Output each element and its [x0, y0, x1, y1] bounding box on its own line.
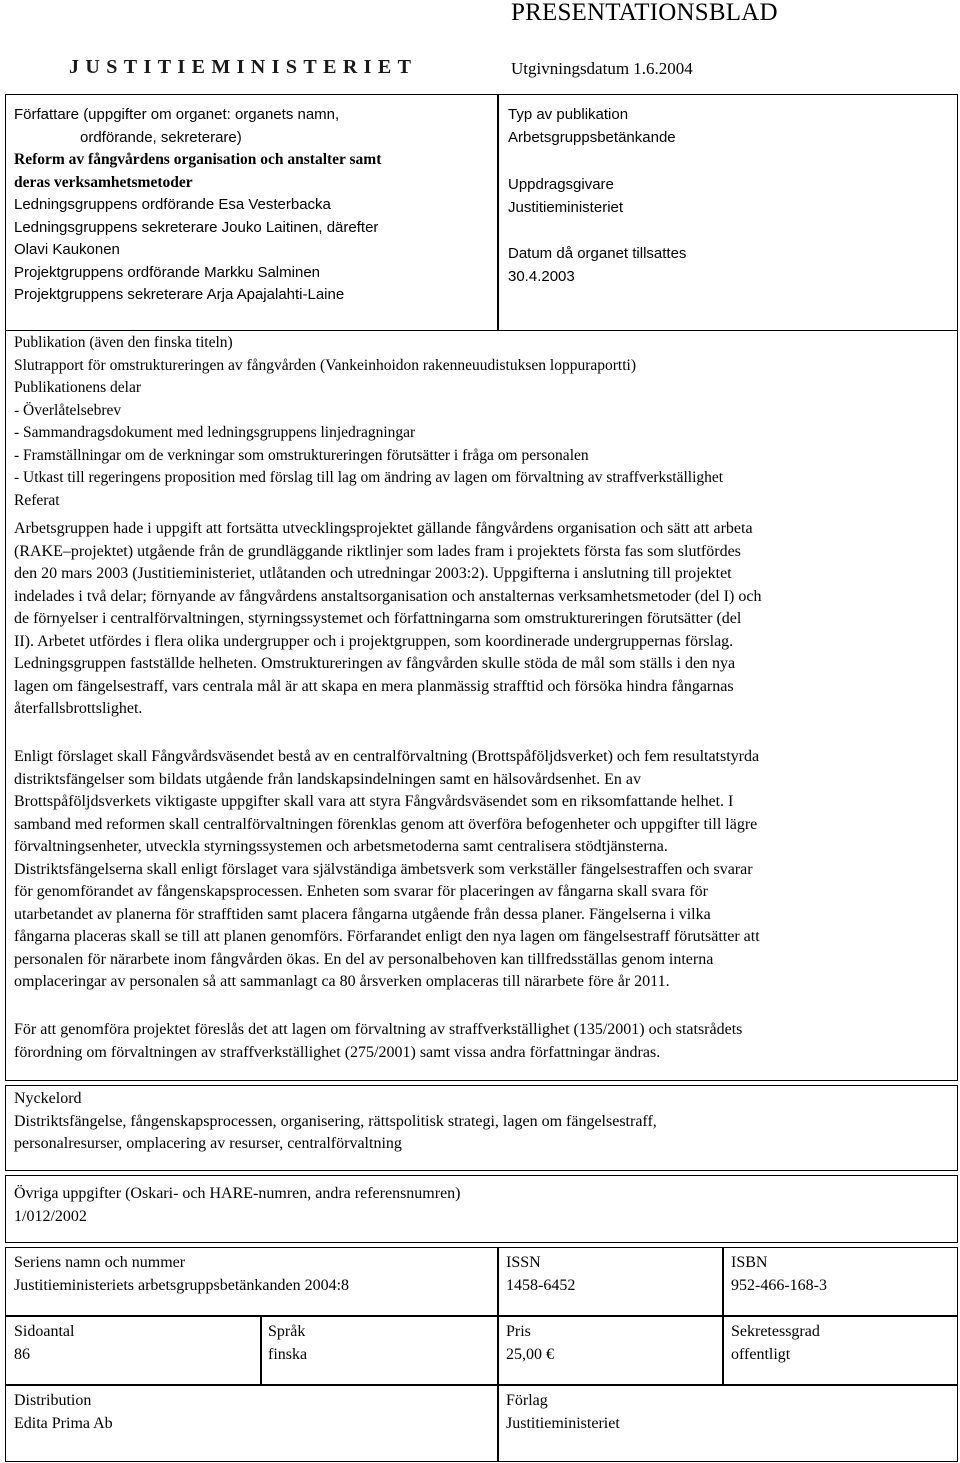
series-value: Justitieministeriets arbetsgruppsbetänkanden 2004:8: [14, 1276, 350, 1294]
commissioner-value: Justitieministeriet: [508, 198, 624, 216]
commissioner-cell: [508, 174, 623, 219]
grid-row-divider: [5, 1315, 958, 1317]
pages-value: 86: [14, 1345, 30, 1363]
issn-label: ISSN: [506, 1254, 541, 1271]
abstract-line: de förnyelser i centralförvaltningen, styrningssystemet och författningarna som omstruktureringen förutsätter (del: [14, 610, 742, 627]
abstract-line: För att genomföra projektet föreslås det att lagen om förvaltning av straffverkställighet (135/2001) och statsrådets: [14, 1021, 743, 1038]
publisher-value: Justitieministeriet: [506, 1414, 620, 1432]
authors-cell: [14, 104, 381, 307]
isbn-value: 952-466-168-3: [731, 1276, 827, 1294]
abstract-line: Brottspåföljdsverkets viktigaste uppgifter skall vara att styra Fångvårdsväsendet som en riksomfattande helhet. I: [14, 793, 734, 810]
grid-row-divider: [5, 1384, 958, 1386]
publication-label: Publikation (även den finska titeln): [14, 334, 233, 351]
publication-part: - Överlåtelsebrev: [14, 401, 122, 419]
publication-part: - Framställningar om de verkningar som omstruktureringen förutsätter i fråga om personalen: [14, 446, 589, 464]
language-label: Språk: [268, 1323, 306, 1340]
publication-title: Slutrapport för omstruktureringen av fångvården (Vankeinhoidon rakenneuudistuksen loppuraportti): [14, 356, 636, 374]
abstract-line: (RAKE–projektet) utgående från de grundläggande riktlinjer som lades fram i projektets första fas som slutfördes: [14, 542, 741, 560]
other-info-section: [14, 1183, 461, 1228]
keywords-section: [14, 1088, 657, 1156]
abstract-line: lagen om fängelsestraff, vars centrala mål är att skapa en mera planmässig strafftid och försöka hindra fångarnas: [14, 677, 734, 695]
abstract-line: II). Arbetet utfördes i flera olika undergrupper och i projektgruppen, som koordinerade undergruppernas förslag.: [14, 632, 734, 650]
keywords-label: Nyckelord: [14, 1090, 82, 1107]
abstract-line: förordning om förvaltningen av straffverkställighet (275/2001) samt vissa andra författningar ändras.: [14, 1043, 661, 1061]
appointed-value: 30.4.2003: [508, 267, 575, 285]
abstract-line: samband med reformen skall centralförvaltningen förenklas genom att överföra befogenheter och uppgifter till lägre: [14, 815, 758, 833]
abstract-line: omplaceringar av personalen så att sammanlagt ca 80 årsverken omplaceras till närarbete före år 2011.: [14, 973, 670, 990]
abstract-line: förvaltningsenheter, utveckla styrningssystemen och arbetsmetoderna samt centralisera stödtjänsterna.: [14, 838, 668, 855]
authors-label: Författare (uppgifter om organet: organets namn,: [14, 106, 340, 123]
author-line: Ledningsgruppens ordförande Esa Vesterbacka: [14, 196, 331, 213]
abstract-line: distriktsfängelser som bildats utgående från landskapsindelningen samt en hälsovårdsenhet. En av: [14, 770, 641, 788]
price-label: Pris: [506, 1323, 531, 1340]
publisher-label: Förlag: [506, 1392, 548, 1409]
distribution-cell: [14, 1390, 113, 1435]
keywords-line: personalresurser, omplacering av resurser, centralförvaltning: [14, 1135, 402, 1152]
abstract-line: återfallsbrottslighet.: [14, 700, 143, 717]
abstract-paragraph-3: [14, 1019, 742, 1064]
commissioner-label: Uppdragsgivare: [508, 176, 614, 193]
isbn-cell: [731, 1252, 827, 1297]
abstract-line: fångarna placeras skall se till att planen genomförs. Förfarandet enligt den nya lagen om fängelsestraff förutsätter att: [14, 928, 760, 945]
publication-part: - Utkast till regeringens proposition med förslag till lag om ändring av lagen om förvaltning av straffverkställighet: [14, 469, 724, 486]
price-value: 25,00 €: [506, 1345, 554, 1363]
abstract-line: personalen för närarbete inom fångvården ökas. En del av personalbehoven kan tillfredsställas genom interna: [14, 950, 714, 968]
distribution-value: Edita Prima Ab: [14, 1414, 113, 1432]
grid-col-divider: [497, 1247, 499, 1462]
isbn-label: ISBN: [731, 1254, 768, 1271]
publisher-cell: [506, 1390, 620, 1435]
other-info-label: Övriga uppgifter (Oskari- och HARE-numren, andra referensnumren): [14, 1185, 461, 1202]
abstract-line: för genomförandet av fångenskapsprocessen. Enheten som svarar för placeringen av fångarna skall svara för: [14, 883, 708, 900]
language-value: finska: [268, 1345, 308, 1363]
author-line: Projektgruppens sekreterare Arja Apajalahti-Laine: [14, 286, 345, 303]
language-cell: [268, 1321, 307, 1366]
ministry-name: JUSTITIEMINISTERIET: [69, 56, 418, 78]
abstract-label: Referat: [14, 491, 60, 509]
publication-type-value: Arbetsgruppsbetänkande: [508, 128, 676, 146]
keywords-line: Distriktsfängelse, fångenskapsprocessen, organisering, rättspolitisk strategi, lagen om fängelsestraff,: [14, 1112, 657, 1130]
abstract-line: Ledningsgruppen fastställde helheten. Omstruktureringen av fångvården skulle stöda de mål som ställs i den nya: [14, 655, 736, 672]
publication-parts-label: Publikationens delar: [14, 379, 141, 396]
author-line: Projektgruppens ordförande Markku Salminen: [14, 263, 320, 281]
author-line: Olavi Kaukonen: [14, 241, 120, 258]
abstract-line: utarbetandet av planerna för strafftiden samt placera fångarna utgående från dessa planer. Fängelserna i vilka: [14, 905, 711, 923]
abstract-line: Enligt förslaget skall Fångvårdsväsendet bestå av en centralförvaltning (Brottspåföljdsverket) och fem resultatstyrda: [14, 748, 760, 765]
issn-cell: [506, 1252, 575, 1297]
publication-part: - Sammandragsdokument med ledningsgruppens linjedragningar: [14, 424, 416, 441]
authors-label-cont: ordförande, sekreterare): [80, 128, 242, 146]
price-cell: [506, 1321, 554, 1366]
organ-name: Reform av fångvårdens organisation och anstalter samt: [14, 151, 382, 168]
abstract-paragraph-2: [14, 746, 760, 994]
abstract-line: Arbetsgruppen hade i uppgift att fortsätta utvecklingsprojektet gällande fångvårdens organisation och sätt att arbeta: [14, 520, 753, 537]
series-cell: [14, 1252, 349, 1297]
author-line: Ledningsgruppens sekreterare Jouko Laitinen, därefter: [14, 218, 379, 236]
confidentiality-value: offentligt: [731, 1345, 791, 1363]
other-info-value: 1/012/2002: [14, 1207, 87, 1225]
pages-label: Sidoantal: [14, 1323, 75, 1340]
top-form-divider: [497, 94, 499, 331]
publication-type-cell: [508, 104, 676, 149]
issn-value: 1458-6452: [506, 1276, 576, 1294]
grid-col-divider: [260, 1315, 262, 1384]
publication-type-label: Typ av publikation: [508, 106, 629, 123]
abstract-paragraph-1: [14, 518, 761, 721]
publication-section: [14, 332, 723, 512]
appointed-cell: [508, 243, 686, 288]
confidentiality-cell: [731, 1321, 820, 1366]
pages-cell: [14, 1321, 74, 1366]
grid-col-divider: [722, 1247, 724, 1384]
abstract-line: indelades i två delar; förnyande av fångvårdens anstaltsorganisation och anstalternas verksamhetsmetoder (del I) och: [14, 587, 762, 605]
appointed-label: Datum då organet tillsattes: [508, 245, 687, 262]
series-label: Seriens namn och nummer: [14, 1254, 186, 1271]
document-type-title: PRESENTATIONSBLAD: [511, 0, 778, 26]
abstract-line: Distriktsfängelserna skall enligt förslaget vara självständiga ämbetsverk som verkställer fängelsestraffen och svarar: [14, 860, 753, 878]
issue-date: Utgivningsdatum 1.6.2004: [511, 59, 693, 78]
confidentiality-label: Sekretessgrad: [731, 1323, 820, 1340]
abstract-line: den 20 mars 2003 (Justitieministeriet, utlåtanden och utredningar 2003:2). Uppgifterna i anslutning till projektet: [14, 565, 732, 582]
organ-name-cont: deras verksamhetsmetoder: [14, 173, 193, 191]
distribution-label: Distribution: [14, 1392, 92, 1409]
